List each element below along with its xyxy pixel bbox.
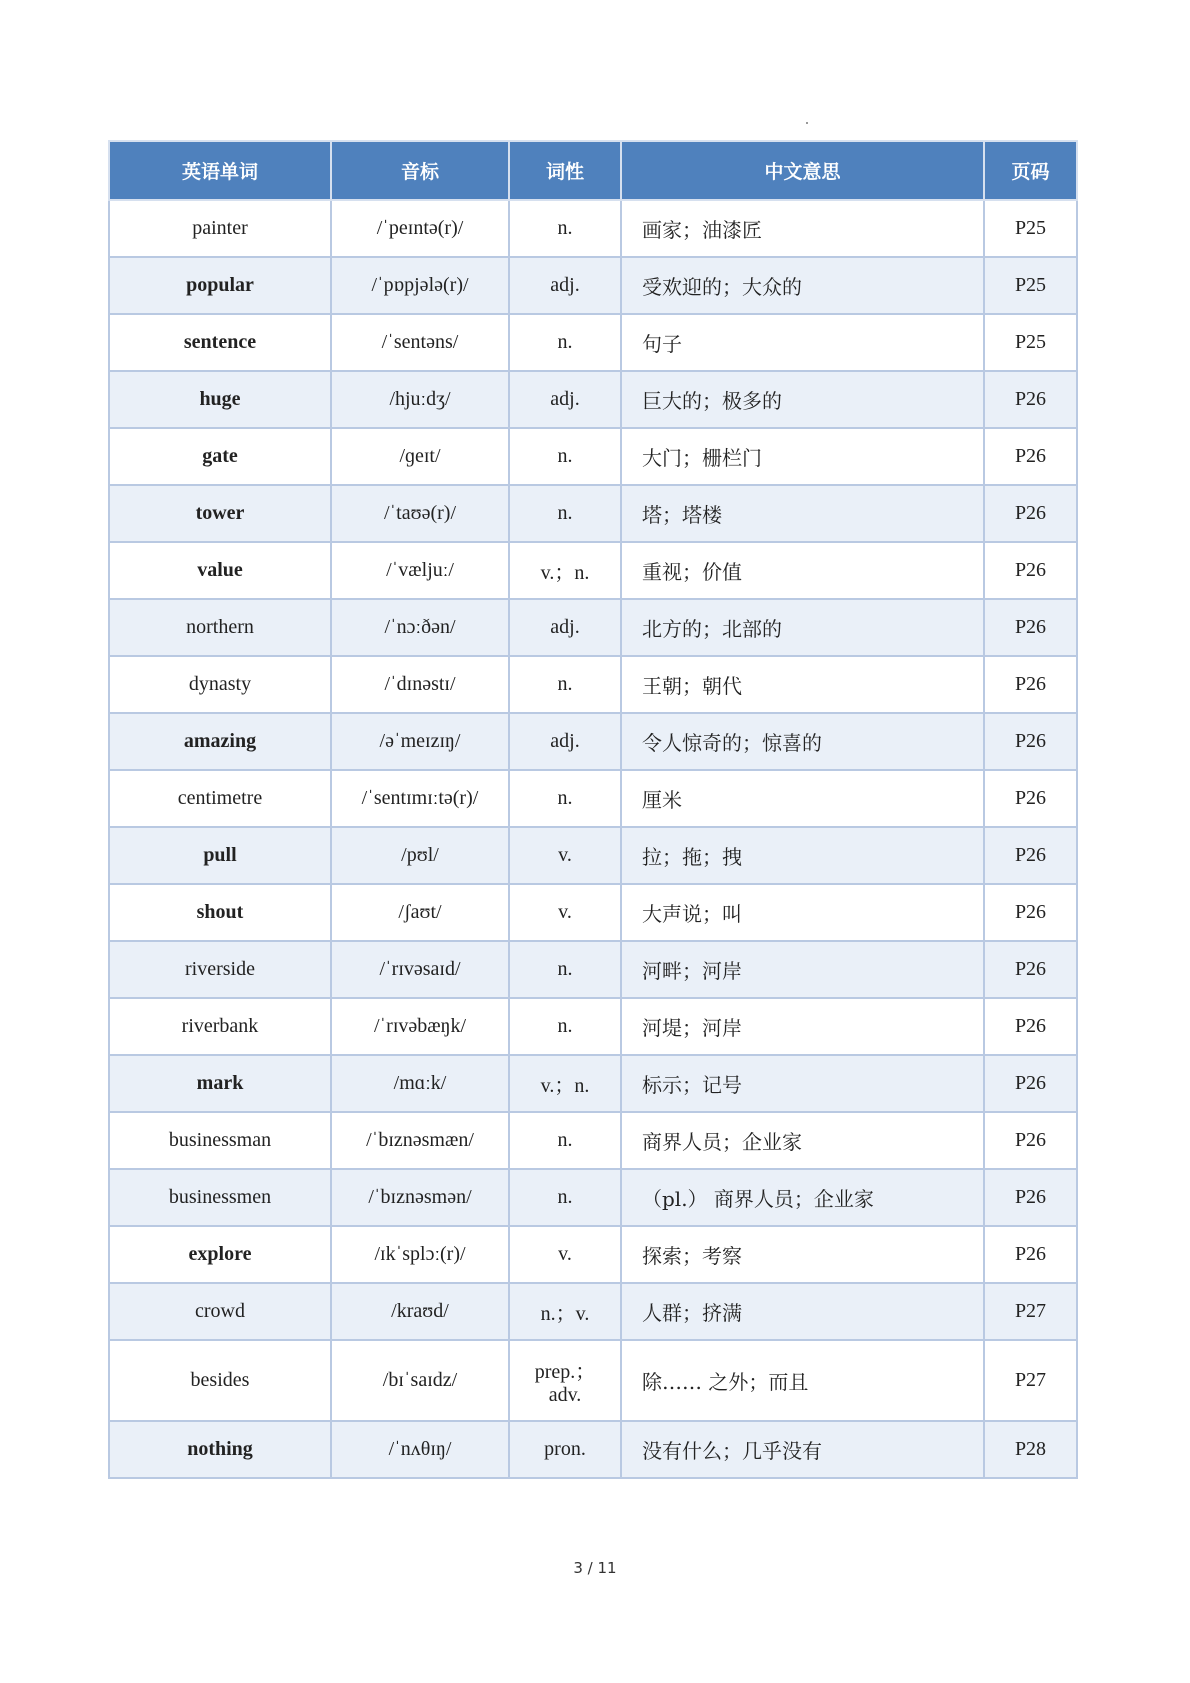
phonetic-cell: /ˈrɪvəsaɪd/ [331, 941, 509, 998]
pos-cell: n. [509, 998, 621, 1055]
phonetic-cell: /ˈsentɪmɪːtə(r)/ [331, 770, 509, 827]
meaning-cell: 大门；栅栏门 [621, 428, 984, 485]
page-cell: P26 [984, 542, 1077, 599]
meaning-cell: 探索；考察 [621, 1226, 984, 1283]
pos-cell: n. [509, 941, 621, 998]
meaning-cell: 河畔；河岸 [621, 941, 984, 998]
vocabulary-table [108, 140, 1078, 1479]
meaning-cell: 句子 [621, 314, 984, 371]
pos-cell: n. [509, 200, 621, 257]
word-cell: pull [109, 827, 331, 884]
word-cell: shout [109, 884, 331, 941]
header-part-of-speech: 词性 [509, 141, 621, 200]
pos-cell: n. [509, 770, 621, 827]
phonetic-cell: /ʃaʊt/ [331, 884, 509, 941]
word-cell: tower [109, 485, 331, 542]
table-row [109, 542, 1077, 599]
word-cell: businessmen [109, 1169, 331, 1226]
meaning-cell: 拉；拖；拽 [621, 827, 984, 884]
meaning-cell: 画家；油漆匠 [621, 200, 984, 257]
word-cell: popular [109, 257, 331, 314]
pos-cell: n. [509, 1112, 621, 1169]
page-cell: P26 [984, 827, 1077, 884]
table-row [109, 1340, 1077, 1421]
page-cell: P26 [984, 1169, 1077, 1226]
meaning-cell: 河堤；河岸 [621, 998, 984, 1055]
meaning-cell: 塔；塔楼 [621, 485, 984, 542]
phonetic-cell: /ˈnʌθɪŋ/ [331, 1421, 509, 1478]
meaning-cell: 王朝；朝代 [621, 656, 984, 713]
page-indicator: 3 / 11 [573, 1559, 617, 1577]
stray-dot [806, 122, 808, 124]
pos-cell: adj. [509, 599, 621, 656]
page-cell: P28 [984, 1421, 1077, 1478]
page-cell: P26 [984, 1226, 1077, 1283]
table-row [109, 941, 1077, 998]
meaning-cell: 没有什么；几乎没有 [621, 1421, 984, 1478]
meaning-cell: 商界人员；企业家 [621, 1112, 984, 1169]
page-cell: P26 [984, 428, 1077, 485]
phonetic-cell: /ˈpeɪntə(r)/ [331, 200, 509, 257]
page-cell: P26 [984, 371, 1077, 428]
phonetic-cell: /ˈrɪvəbæŋk/ [331, 998, 509, 1055]
word-cell: mark [109, 1055, 331, 1112]
header-phonetic: 音标 [331, 141, 509, 200]
page-cell: P27 [984, 1340, 1077, 1421]
phonetic-cell: /ˈpɒpjələ(r)/ [331, 257, 509, 314]
meaning-cell: 厘米 [621, 770, 984, 827]
word-cell: amazing [109, 713, 331, 770]
pos-cell: v.；n. [509, 542, 621, 599]
meaning-cell: （pl.） 商界人员；企业家 [621, 1169, 984, 1226]
page-cell: P26 [984, 599, 1077, 656]
phonetic-cell: /hjuːdʒ/ [331, 371, 509, 428]
table-row [109, 1169, 1077, 1226]
phonetic-cell: /mɑːk/ [331, 1055, 509, 1112]
phonetic-cell: /pʊl/ [331, 827, 509, 884]
word-cell: painter [109, 200, 331, 257]
pos-cell: n. [509, 314, 621, 371]
phonetic-cell: /ˈbɪznəsmən/ [331, 1169, 509, 1226]
meaning-cell: 大声说；叫 [621, 884, 984, 941]
word-cell: explore [109, 1226, 331, 1283]
table-row [109, 1283, 1077, 1340]
meaning-cell: 重视；价值 [621, 542, 984, 599]
word-cell: value [109, 542, 331, 599]
table-header-row [109, 141, 1077, 200]
word-cell: nothing [109, 1421, 331, 1478]
page-cell: P26 [984, 1112, 1077, 1169]
page-cell: P25 [984, 314, 1077, 371]
phonetic-cell: /ˈtaʊə(r)/ [331, 485, 509, 542]
word-cell: huge [109, 371, 331, 428]
phonetic-cell: /ˈbɪznəsmæn/ [331, 1112, 509, 1169]
table-row [109, 314, 1077, 371]
word-cell: businessman [109, 1112, 331, 1169]
page-cell: P26 [984, 485, 1077, 542]
phonetic-cell: /ɡeɪt/ [331, 428, 509, 485]
table-row [109, 1226, 1077, 1283]
table-row [109, 1055, 1077, 1112]
table-row [109, 1112, 1077, 1169]
table-row [109, 485, 1077, 542]
table-row [109, 770, 1077, 827]
word-cell: riverside [109, 941, 331, 998]
phonetic-cell: /ɪkˈsplɔː(r)/ [331, 1226, 509, 1283]
word-cell: riverbank [109, 998, 331, 1055]
phonetic-cell: /bɪˈsaɪdz/ [331, 1340, 509, 1421]
word-cell: northern [109, 599, 331, 656]
meaning-cell: 除…… 之外；而且 [621, 1340, 984, 1421]
page-cell: P26 [984, 713, 1077, 770]
meaning-cell: 人群；挤满 [621, 1283, 984, 1340]
word-cell: crowd [109, 1283, 331, 1340]
pos-cell: n.；v. [509, 1283, 621, 1340]
phonetic-cell: /ˈvæljuː/ [331, 542, 509, 599]
phonetic-cell: /ˈnɔːðən/ [331, 599, 509, 656]
table-row [109, 371, 1077, 428]
meaning-cell: 巨大的；极多的 [621, 371, 984, 428]
table-row [109, 599, 1077, 656]
word-cell: sentence [109, 314, 331, 371]
phonetic-cell: /ˈsentəns/ [331, 314, 509, 371]
phonetic-cell: /kraʊd/ [331, 1283, 509, 1340]
meaning-cell: 标示；记号 [621, 1055, 984, 1112]
table-row [109, 827, 1077, 884]
pos-cell: pron. [509, 1421, 621, 1478]
pos-cell: n. [509, 656, 621, 713]
page-cell: P26 [984, 998, 1077, 1055]
page-cell: P26 [984, 941, 1077, 998]
word-cell: gate [109, 428, 331, 485]
table-row [109, 200, 1077, 257]
page-cell: P26 [984, 1055, 1077, 1112]
pos-cell: n. [509, 428, 621, 485]
pos-cell: adj. [509, 713, 621, 770]
word-cell: dynasty [109, 656, 331, 713]
table-row [109, 428, 1077, 485]
table-row [109, 884, 1077, 941]
pos-cell: v. [509, 1226, 621, 1283]
phonetic-cell: /əˈmeɪzɪŋ/ [331, 713, 509, 770]
meaning-cell: 令人惊奇的；惊喜的 [621, 713, 984, 770]
header-english-word: 英语单词 [109, 141, 331, 200]
page-cell: P26 [984, 656, 1077, 713]
table-row [109, 713, 1077, 770]
page-cell: P27 [984, 1283, 1077, 1340]
pos-cell: adj. [509, 257, 621, 314]
word-cell: centimetre [109, 770, 331, 827]
table-row [109, 1421, 1077, 1478]
page-cell: P25 [984, 257, 1077, 314]
pos-cell: v. [509, 884, 621, 941]
pos-cell: n. [509, 485, 621, 542]
page-cell: P25 [984, 200, 1077, 257]
page-cell: P26 [984, 884, 1077, 941]
table-row [109, 998, 1077, 1055]
table-row [109, 656, 1077, 713]
pos-cell: adj. [509, 371, 621, 428]
table-body [109, 200, 1077, 1478]
meaning-cell: 北方的；北部的 [621, 599, 984, 656]
pos-cell: v. [509, 827, 621, 884]
table-row [109, 257, 1077, 314]
header-page-number: 页码 [984, 141, 1077, 200]
meaning-cell: 受欢迎的；大众的 [621, 257, 984, 314]
header-chinese-meaning: 中文意思 [621, 141, 984, 200]
phonetic-cell: /ˈdɪnəstɪ/ [331, 656, 509, 713]
pos-cell: prep.； adv. [509, 1340, 621, 1421]
pos-cell: n. [509, 1169, 621, 1226]
page-cell: P26 [984, 770, 1077, 827]
pos-cell: v.；n. [509, 1055, 621, 1112]
word-cell: besides [109, 1340, 331, 1421]
